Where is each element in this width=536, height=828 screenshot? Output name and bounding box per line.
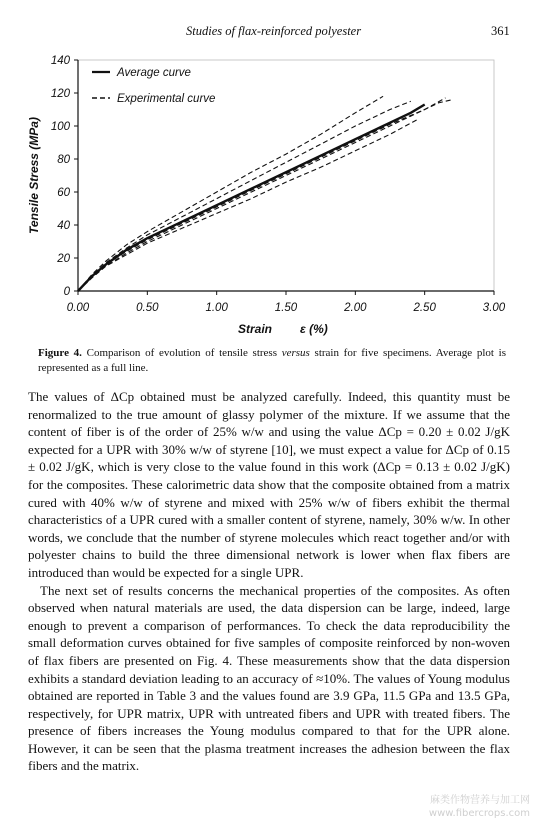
x-tick-label-6: 3.00 xyxy=(482,302,506,314)
y-tick-label-7: 140 xyxy=(50,55,70,67)
running-title: Studies of flax-reinforced polyester xyxy=(186,24,362,38)
series-line-3 xyxy=(78,100,452,291)
legend-label-0: Average curve xyxy=(117,67,191,79)
watermark-line-2: www.fibercrops.com xyxy=(428,808,530,819)
caption-label: Figure 4. xyxy=(38,347,82,359)
caption-text-after: strain for five specimens. Average plot is represented as a full line. xyxy=(38,347,507,374)
y-tick-label-4: 80 xyxy=(57,154,70,166)
x-axis-symbol: ε (%) xyxy=(300,322,328,336)
x-tick-label-3: 1.50 xyxy=(274,302,298,314)
tensile-stress-chart xyxy=(0,46,536,346)
figure-4 xyxy=(0,46,536,346)
series-line-2 xyxy=(78,101,411,291)
x-tick-label-5: 2.50 xyxy=(413,302,436,314)
caption-text-italic: versus xyxy=(281,347,310,359)
paragraph-1: The values of ΔCp obtained must be analyzed carefully. Indeed, this quantity must be renormalized to the true amount of glassy polymer of the mixture. If we assume that the content of fiber is of the order of 25% w/w and using the value ΔCp = 0.20 ± 0.02 J/gK expected for a UPR with 30% w/w of styrene [10], we must expect a value for ΔCp of 0.15 ± 0.02 J/gK, which is very close to the value found in this work (ΔCp = 0.13 ± 0.02 J/gK) for the composites. These calorimetric data show that the composite obtained from a matrix cured with 40% w/w of styrene and mixed with 25% w/w of fibers exhibit the thermal characteristics of a UPR cured with a smaller content of styrene, namely, 30% w/w. In other words, we conclude that the number of styrene molecules which react together and/or with polyester chains to build the three dimensional network is lower when flax fibers are introduced than would be expected for a single UPR. xyxy=(28,389,510,580)
y-tick-label-2: 40 xyxy=(57,220,70,232)
watermark xyxy=(408,794,536,820)
figure-caption xyxy=(38,346,506,376)
x-tick-label-4: 2.00 xyxy=(344,302,367,314)
y-tick-label-1: 20 xyxy=(57,253,70,265)
body-text xyxy=(28,388,510,775)
x-axis-label: Strain xyxy=(238,322,273,336)
y-tick-label-5: 100 xyxy=(50,121,70,133)
series-line-1 xyxy=(78,96,383,291)
paragraph-2: The next set of results concerns the mechanical properties of the composites. As often observed when natural materials are used, the data dispersion can be large, indeed, large enough to prevent a comparison of performances. To check the data reproducibility the small deformation curves obtained for five samples of composite reinforced by non-woven of flax fibers are presented on Fig. 4. These measurements show that the data dispersion exhibits a standard deviation leading to an accuracy of ≈10%. The values of Young modulus obtained are reported in Table 3 and the values found are 3.9 GPa, 11.5 GPa and 13.5 GPa, respectively, for UPR matrix, UPR with untreated fibers and UPR with treated fibers. The presence of fibers increases the Young modulus compared to that for the UPR alone. However, it can be seen that the plasma treatment increases the adhesion between the flax fibers and the matrix. xyxy=(28,582,510,774)
y-tick-label-6: 120 xyxy=(50,88,70,100)
watermark-line-1: 麻类作物营养与加工网 xyxy=(430,795,530,806)
series-line-4 xyxy=(78,98,446,291)
x-tick-label-0: 0.00 xyxy=(66,302,90,314)
legend-label-1: Experimental curve xyxy=(117,93,216,105)
page-number: 361 xyxy=(491,24,510,38)
x-tick-label-1: 0.50 xyxy=(136,302,159,314)
y-axis-label: Tensile Stress (MPa) xyxy=(27,117,41,234)
series-line-5 xyxy=(78,119,418,291)
y-tick-label-3: 60 xyxy=(57,187,70,199)
y-tick-label-0: 0 xyxy=(63,286,70,298)
caption-text-before: Comparison of evolution of tensile stress xyxy=(86,347,282,359)
x-tick-label-2: 1.00 xyxy=(205,302,228,314)
page-header xyxy=(0,22,536,40)
